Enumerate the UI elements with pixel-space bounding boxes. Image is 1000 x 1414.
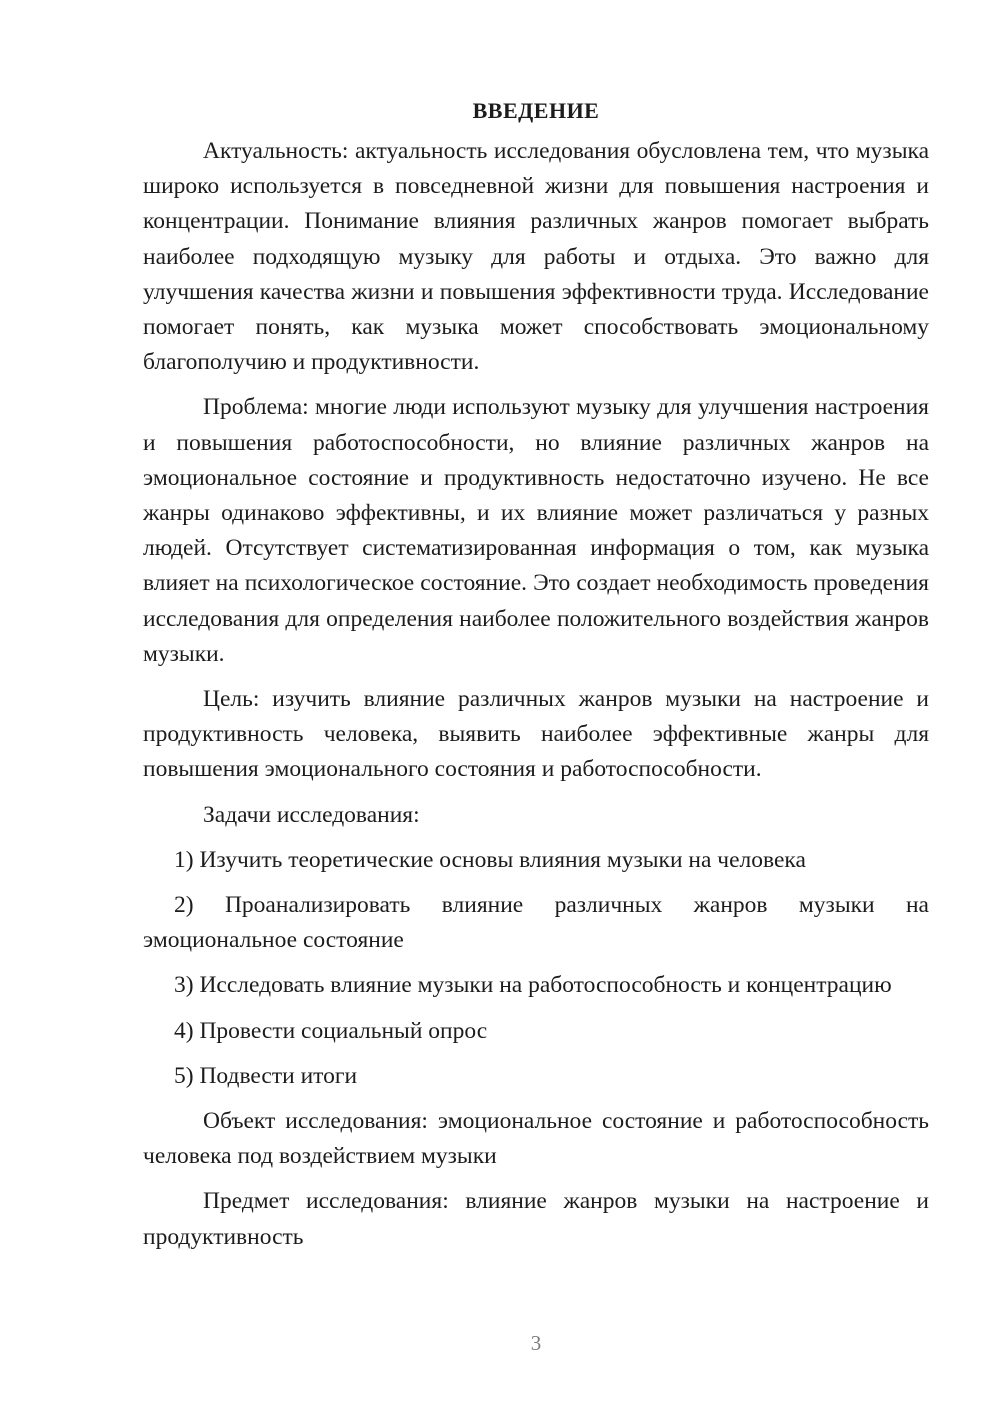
task-item-4: 4) Провести социальный опрос — [174, 1017, 488, 1044]
task-item-1: 1) Изучить теоретические основы влияния музыки на человека — [174, 846, 806, 873]
task-item-5: 5) Подвести итоги — [174, 1062, 358, 1089]
paragraph-subject: Предмет исследования: влияние жанров музыки на настроение и продуктивность — [143, 1188, 929, 1250]
paragraph-goal: Цель: изучить влияние различных жанров музыки на настроение и продуктивность человека, выявить наиболее эффективные жанры для повышения эмоционального состояния и работоспособности. — [143, 686, 929, 783]
paragraph-object: Объект исследования: эмоциональное состояние и работоспособность человека под воздействием музыки — [143, 1108, 929, 1170]
task-item-2: 2) Проанализировать влияние различных жанров музыки на эмоциональное состояние — [143, 892, 929, 954]
task-item-3: 3) Исследовать влияние музыки на работоспособность и концентрацию — [174, 972, 892, 999]
document-body — [143, 92, 929, 1265]
paragraph-relevance: Актуальность: актуальность исследования обусловлена тем, что музыка широко используется в повседневной жизни для повышения настроения и концентрации. Понимание влияния различных жанров помогает выбрать наиболее подходящую музыку для работы и отдыха. Это важно для улучшения качества жизни и повышения эффективности труда. Исследование помогает понять, как музыка может способствовать эмоциональному благополучию и продуктивности. — [143, 138, 929, 376]
page-number: 3 — [530, 1331, 542, 1355]
paragraph-problem: Проблема: многие люди используют музыку для улучшения настроения и повышения работоспособности, но влияние различных жанров на эмоциональное состояние и продуктивность недостаточно изучено. Не все жанры одинаково эффективны, и их влияние может различаться у разных людей. Отсутствует систематизированная информация о том, как музыка влияет на психологическое состояние. Это создает необходимость проведения исследования для определения наиболее положительного воздействия жанров музыки. — [143, 394, 929, 667]
section-title: ВВЕДЕНИЕ — [472, 98, 600, 123]
tasks-heading: Задачи исследования: — [203, 801, 420, 828]
